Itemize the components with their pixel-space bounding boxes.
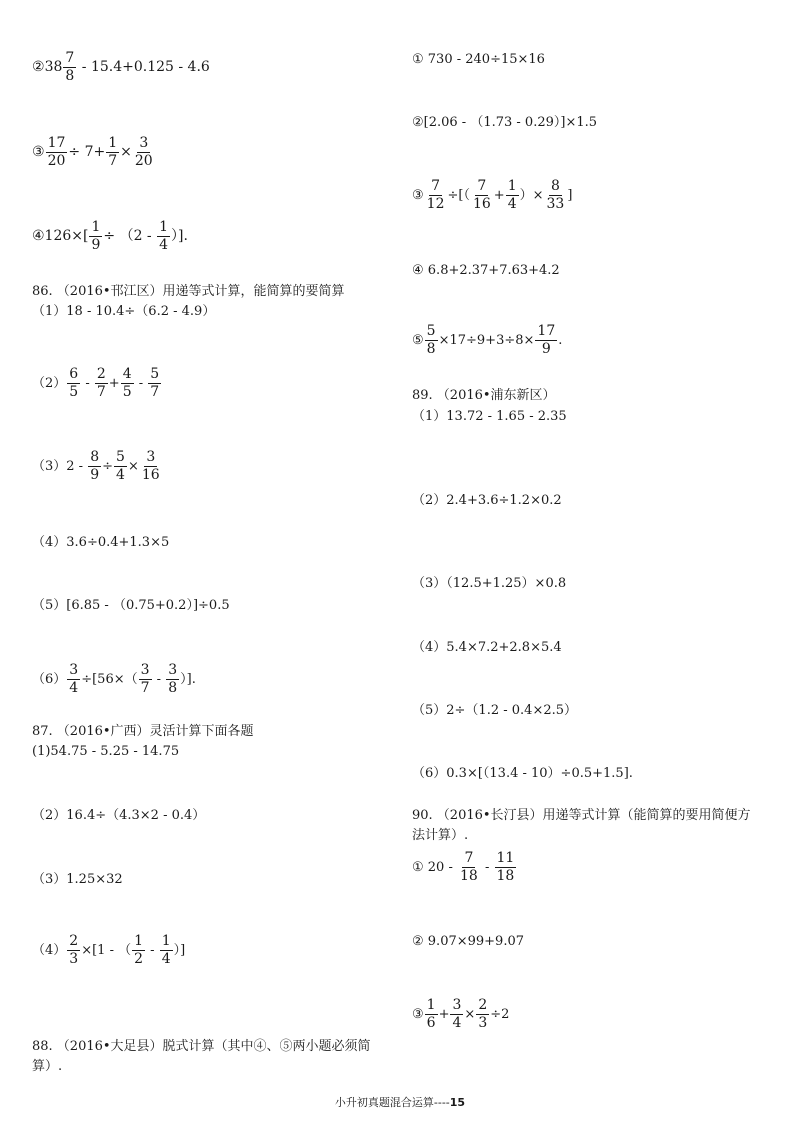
q86-item-4: （4）3.6÷0.4+1.3×5 xyxy=(32,535,170,550)
q89-item-1: （1）13.72 - 1.65 - 2.35 xyxy=(412,409,567,424)
numerator: 11 xyxy=(496,850,515,866)
numerator: 3 xyxy=(452,997,462,1013)
denominator: 5 xyxy=(69,384,79,400)
expr: - xyxy=(81,375,94,391)
numerator: 4 xyxy=(122,366,132,382)
label: ③ xyxy=(412,1006,424,1022)
expr: ÷ （2 - xyxy=(103,228,157,245)
q90-item-2: ② 9.07×99+9.07 xyxy=(412,934,525,949)
label: （3）2 - xyxy=(32,458,88,474)
q86-item-2 xyxy=(32,366,162,401)
fraction xyxy=(458,850,480,885)
q88-item-2: ②[2.06 - （1.73 - 0.29）]×1.5 xyxy=(412,115,598,130)
footer-title: 小升初真题混合运算---- xyxy=(334,1096,450,1109)
fraction xyxy=(506,178,519,213)
label: （6） xyxy=(32,671,67,687)
expr: . xyxy=(558,332,563,348)
numerator: 3 xyxy=(140,662,150,678)
denominator: 4 xyxy=(116,467,125,483)
question-88-title-line2: 算）. xyxy=(32,1059,63,1074)
fraction xyxy=(67,933,80,968)
expr: ）]. xyxy=(180,671,196,687)
denominator: 8 xyxy=(426,341,436,357)
fraction xyxy=(132,933,145,968)
numerator: 2 xyxy=(69,933,79,949)
fraction xyxy=(46,135,68,170)
fraction xyxy=(88,449,101,484)
q89-item-3: （3）（12.5+1.25）×0.8 xyxy=(412,576,567,591)
q88-item-5 xyxy=(412,323,562,358)
fraction xyxy=(495,850,517,885)
problem-85-3 xyxy=(32,135,156,170)
page-footer xyxy=(0,1094,800,1110)
denominator: 18 xyxy=(460,868,478,884)
label: ① 20 - xyxy=(412,859,457,875)
expr: - xyxy=(146,942,159,958)
q87-item-2: （2）16.4÷（4.3×2 - 0.4） xyxy=(32,808,206,823)
q89-item-4: （4）5.4×7.2+2.8×5.4 xyxy=(412,640,562,655)
fraction xyxy=(157,219,170,254)
expr: ④126×[ xyxy=(32,228,89,245)
numerator: 2 xyxy=(478,997,488,1013)
denominator: 4 xyxy=(159,237,169,253)
expr: ×17÷9+3÷8× xyxy=(438,332,535,348)
denominator: 8 xyxy=(168,680,178,696)
q87-item-4 xyxy=(32,933,185,968)
fraction xyxy=(114,449,127,484)
expr: ）] xyxy=(173,942,186,958)
numerator: 17 xyxy=(47,135,66,151)
expr: ×[1 - （ xyxy=(81,942,132,958)
denominator: 4 xyxy=(69,680,79,696)
q88-item-3 xyxy=(412,178,572,213)
numerator: 8 xyxy=(550,178,560,194)
expr: - xyxy=(134,375,148,391)
label: ② xyxy=(32,59,45,76)
expr: ÷ 7+ xyxy=(68,144,106,161)
denominator: 4 xyxy=(507,196,517,212)
expr: + xyxy=(493,187,505,203)
question-86-title: 86. （2016•邗江区）用递等式计算，能简算的要简算 xyxy=(32,284,345,299)
question-87-title: 87. （2016•广西）灵活计算下面各题 xyxy=(32,724,254,739)
numerator: 1 xyxy=(161,933,171,949)
fraction xyxy=(133,135,155,170)
denominator: 7 xyxy=(96,384,106,400)
expr: ÷[56×（ xyxy=(81,671,138,687)
denominator: 3 xyxy=(478,1015,488,1031)
expr: + xyxy=(438,1006,450,1022)
denominator: 6 xyxy=(426,1015,436,1031)
denominator: 20 xyxy=(47,153,66,169)
denominator: 12 xyxy=(426,196,445,212)
label: （2） xyxy=(32,375,67,391)
label: ⑤ xyxy=(412,332,424,348)
expr: ）]. xyxy=(171,228,188,245)
q88-item-4: ④ 6.8+2.37+7.63+4.2 xyxy=(412,263,560,278)
denominator: 16 xyxy=(472,196,491,212)
denominator: 33 xyxy=(546,196,565,212)
denominator: 4 xyxy=(161,951,171,967)
fraction xyxy=(425,178,447,213)
whole: 38 xyxy=(44,59,63,76)
numerator: 7 xyxy=(477,178,487,194)
fraction xyxy=(425,997,438,1032)
denominator: 20 xyxy=(134,153,153,169)
numerator: 8 xyxy=(90,449,100,465)
numerator: 1 xyxy=(134,933,144,949)
numerator: 3 xyxy=(139,135,149,151)
q89-item-6: （6）0.3×[（13.4 - 10）÷0.5+1.5]. xyxy=(412,766,633,781)
numerator: 7 xyxy=(431,178,441,194)
q86-item-1: （1）18 - 10.4÷（6.2 - 4.9） xyxy=(32,304,216,319)
numerator: 1 xyxy=(91,219,101,235)
expr: ] xyxy=(567,187,573,203)
expr: × xyxy=(127,458,139,474)
q89-item-5: （5）2÷（1.2 - 0.4×2.5） xyxy=(412,703,578,718)
question-90-title-line1: 90. （2016•长汀县）用递等式计算（能简算的要用简便方 xyxy=(412,808,751,823)
q86-item-3 xyxy=(32,449,163,484)
expr: × xyxy=(464,1006,476,1022)
fraction xyxy=(63,50,76,85)
fraction xyxy=(140,449,162,484)
fraction xyxy=(148,366,161,401)
expr: ÷2 xyxy=(490,1006,510,1022)
denominator: 7 xyxy=(150,384,160,400)
label: （4） xyxy=(32,942,67,958)
denominator: 9 xyxy=(90,467,100,483)
fraction xyxy=(139,662,152,697)
denominator: 5 xyxy=(122,384,132,400)
q88-item-1: ① 730 - 240÷15×16 xyxy=(412,52,545,67)
denominator: 9 xyxy=(91,237,101,253)
numerator: 7 xyxy=(65,50,75,66)
fraction xyxy=(67,662,80,697)
fraction xyxy=(67,366,80,401)
q86-item-5: （5）[6.85 - （0.75+0.2）]÷0.5 xyxy=(32,598,230,613)
fraction xyxy=(89,219,102,254)
denominator: 7 xyxy=(140,680,150,696)
problem-85-4 xyxy=(32,219,188,254)
numerator: 2 xyxy=(96,366,106,382)
q87-item-1: (1)54.75 - 5.25 - 14.75 xyxy=(32,744,180,759)
fraction xyxy=(476,997,489,1032)
numerator: 7 xyxy=(464,850,474,866)
numerator: 1 xyxy=(108,135,118,151)
numerator: 1 xyxy=(507,178,517,194)
expr: ÷[（ xyxy=(447,187,470,203)
denominator: 3 xyxy=(69,951,79,967)
numerator: 17 xyxy=(537,323,556,339)
q86-item-6 xyxy=(32,662,196,697)
fraction xyxy=(95,366,108,401)
label: ③ xyxy=(412,187,424,203)
numerator: 5 xyxy=(150,366,160,382)
expr: - xyxy=(152,671,166,687)
numerator: 1 xyxy=(159,219,169,235)
expr: - 15.4+0.125 - 4.6 xyxy=(77,59,210,76)
label: ③ xyxy=(32,144,45,161)
numerator: 3 xyxy=(168,662,178,678)
fraction xyxy=(450,997,463,1032)
denominator: 18 xyxy=(496,868,515,884)
q89-item-2: （2）2.4+3.6÷1.2×0.2 xyxy=(412,493,562,508)
fraction xyxy=(166,662,179,697)
denominator: 7 xyxy=(108,153,118,169)
q90-item-3 xyxy=(412,997,509,1032)
denominator: 16 xyxy=(141,467,160,483)
expr: + xyxy=(108,375,120,391)
denominator: 8 xyxy=(65,68,75,84)
question-90-title-line2: 法计算）. xyxy=(412,828,469,843)
denominator: 9 xyxy=(541,341,551,357)
denominator: 4 xyxy=(452,1015,462,1031)
expr: ）× xyxy=(519,187,544,203)
numerator: 3 xyxy=(146,449,156,465)
page-number: 15 xyxy=(449,1096,466,1109)
question-88-title-line1: 88. （2016•大足县）脱式计算（其中④、⑤两小题必须简 xyxy=(32,1039,371,1054)
numerator: 6 xyxy=(69,366,79,382)
expr: ÷ xyxy=(102,458,114,474)
numerator: 3 xyxy=(69,662,79,678)
fraction xyxy=(106,135,119,170)
expr: - xyxy=(480,859,494,875)
question-89-title: 89. （2016•浦东新区） xyxy=(412,388,556,403)
numerator: 5 xyxy=(116,449,125,465)
problem-85-2 xyxy=(32,50,210,85)
numerator: 5 xyxy=(426,323,436,339)
denominator: 2 xyxy=(134,951,144,967)
fraction xyxy=(160,933,173,968)
numerator: 1 xyxy=(426,997,436,1013)
fraction xyxy=(121,366,134,401)
q87-item-3: （3）1.25×32 xyxy=(32,872,123,887)
fraction xyxy=(425,323,438,358)
fraction xyxy=(545,178,567,213)
fraction xyxy=(471,178,493,213)
fraction xyxy=(535,323,557,358)
expr: × xyxy=(120,144,132,161)
q90-item-1 xyxy=(412,850,517,885)
